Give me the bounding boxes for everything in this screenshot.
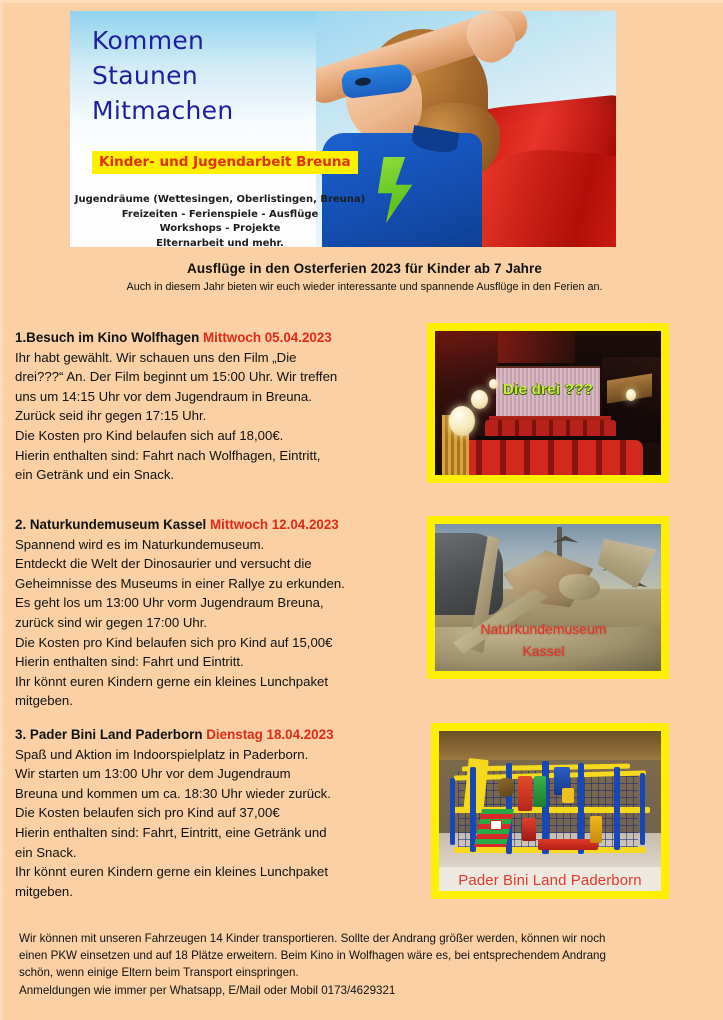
banner-headline-line-1: Kommen: [92, 26, 205, 55]
playground-soft-obstacle: [498, 778, 514, 797]
page-title: Ausflüge in den Osterferien 2023 für Kinder ab 7 Jahre: [186, 261, 542, 276]
trip-1-line-6: Hierin enthalten sind: Fahrt nach Wolfhagen, Eintritt,: [15, 447, 321, 463]
banner-subtext-block: [70, 193, 370, 247]
banner-sub-line-2: Freizeiten - Ferienspiele - Ausflüge: [121, 208, 319, 220]
museum-caption-line-2: Kassel: [522, 643, 565, 660]
trip-3-line-8: mitgeben.: [15, 883, 73, 899]
footer-line-3: schön, wenn einige Eltern beim Transport einspringen.: [19, 966, 299, 980]
trip-1-line-2: drei???“ An. Der Film beginnt um 15:00 Uhr. Wir treffen: [15, 369, 338, 385]
organization-highlight-label: Kinder- und Jugendarbeit Breuna: [92, 151, 358, 174]
trip-2-line-1: Spannend wird es im Naturkundemuseum.: [15, 536, 265, 552]
trip-1-line-3: uns um 14:15 Uhr vor dem Jugendraum in Breuna.: [15, 388, 312, 404]
banner-headline-line-3: Mitmachen: [92, 96, 234, 125]
trip-2-date: Mittwoch 12.04.2023: [209, 517, 339, 532]
page-subtitle: Auch in diesem Jahr bieten wir euch wieder interessante und spannende Ausflüge in den Ferien an.: [126, 281, 603, 293]
museum-caption-line-1: Naturkundemuseum: [480, 621, 607, 638]
playground-lower-red-panel: [522, 818, 536, 841]
banner-sub-line-1: Jugendräume (Wettesingen, Oberlistingen, Breuna): [74, 194, 366, 205]
footer-line-2: einen PKW einsetzen und auf 18 Plätze erweitern. Beim Kino in Wolfhagen wäre es, bei entsprechendem Andrang: [19, 949, 606, 963]
playground-blue-post: [640, 773, 645, 845]
trip-3-headline: [15, 725, 410, 745]
trip-section-1: [15, 328, 410, 485]
trip-2-line-9: mitgeben.: [15, 693, 73, 709]
banner-headline-line-2: Staunen: [92, 61, 199, 90]
trip-3-line-7: Ihr könnt euren Kindern gerne ein kleines Lunchpaket: [15, 864, 329, 880]
trip-2-line-6: Die Kosten pro Kind belaufen sich pro Kind auf 15,00€: [15, 634, 333, 650]
trip-3-line-5: Hierin enthalten sind: Fahrt, Eintritt, eine Getränk und: [15, 824, 327, 840]
trip-3-line-3: Breuna und kommen um ca. 18:30 Uhr wieder zurück.: [15, 785, 331, 801]
trip-1-line-1: Ihr habt gewählt. Wir schauen uns den Film „Die: [15, 349, 297, 365]
footer-line-4: Anmeldungen wie immer per Whatsapp, E/Mail oder Mobil 0173/4629321: [19, 983, 396, 997]
playground-red-panel: [518, 776, 532, 812]
trip-1-title: 1.Besuch im Kino Wolfhagen: [15, 330, 203, 345]
footer-note: [19, 930, 699, 999]
trip-3-line-1: Spaß und Aktion im Indoorspielplatz in Paderborn.: [15, 746, 309, 762]
trip-3-title: 3. Pader Bini Land Paderborn: [15, 727, 207, 742]
banner-headline: [92, 23, 234, 128]
museum-photo-frame: [427, 516, 669, 679]
trip-1-headline: [15, 328, 410, 348]
playground-photo-frame: [431, 723, 669, 899]
cinema-photo-frame: [427, 323, 669, 483]
trip-3-date: Dienstag 18.04.2023: [206, 727, 334, 742]
header-banner: [70, 11, 616, 247]
playground-climbing-structure: [450, 757, 650, 863]
trip-2-line-8: Ihr könnt euren Kindern gerne ein kleines Lunchpaket: [15, 673, 329, 689]
trip-1-line-5: Die Kosten pro Kind belaufen sich auf 18,00€.: [15, 427, 284, 443]
footer-line-1: Wir können mit unseren Fahrzeugen 14 Kinder transportieren. Sollte der Andrang größer werden, können wir noch: [19, 932, 606, 945]
trip-3-line-6: ein Snack.: [15, 844, 77, 860]
playground-photo: [439, 731, 661, 891]
playground-yellow-panel: [562, 788, 574, 803]
banner-sub-line-4: Elternarbeit und mehr.: [156, 237, 284, 247]
playground-yellow-tube: [590, 816, 602, 843]
trip-1-line-4: Zurück seid ihr gegen 17:15 Uhr.: [15, 408, 207, 424]
playground-blue-post: [614, 767, 620, 849]
cinema-lamp-icon: [449, 406, 475, 436]
museum-photo: [435, 524, 661, 671]
playground-trampoline-mat: [538, 839, 598, 850]
trip-3-line-2: Wir starten um 13:00 Uhr vor dem Jugendraum: [15, 766, 291, 782]
cinema-photo: [435, 331, 661, 475]
banner-text-column: [70, 11, 400, 247]
museum-photo-caption: [435, 618, 652, 662]
pterosaur-head: [559, 574, 600, 600]
trip-1-date: Mittwoch 05.04.2023: [203, 330, 332, 345]
trip-section-3: [15, 725, 410, 901]
trip-2-line-4: Es geht los um 13:00 Uhr vorm Jugendraum Breuna,: [15, 595, 324, 611]
trip-2-line-5: zurück sind wir gegen 17:00 Uhr.: [15, 614, 208, 630]
trip-2-headline: [15, 515, 410, 535]
playground-green-panel: [534, 776, 546, 808]
playground-sign: [490, 820, 502, 830]
trip-2-line-3: Geheimnisse des Museums in einer Rallye zu erkunden.: [15, 575, 345, 591]
page-title-block: [3, 261, 723, 293]
cinema-front-seat-rows: [458, 440, 643, 475]
cinema-photo-caption: Die drei ???: [502, 381, 594, 399]
trip-2-line-7: Hierin enthalten sind: Fahrt und Eintritt.: [15, 654, 244, 670]
playground-photo-caption: Pader Bini Land Paderborn: [458, 872, 642, 890]
trip-1-line-7: ein Getränk und ein Snack.: [15, 467, 175, 483]
trip-2-line-2: Entdeckt die Welt der Dinosaurier und versucht die: [15, 556, 312, 572]
trip-2-title: 2. Naturkundemuseum Kassel: [15, 517, 210, 532]
banner-sub-line-3: Workshops - Projekte: [159, 223, 281, 234]
playground-blue-post: [450, 778, 455, 846]
trip-3-line-4: Die Kosten belaufen sich pro Kind auf 37,00€: [15, 805, 280, 821]
trip-section-2: [15, 515, 410, 711]
